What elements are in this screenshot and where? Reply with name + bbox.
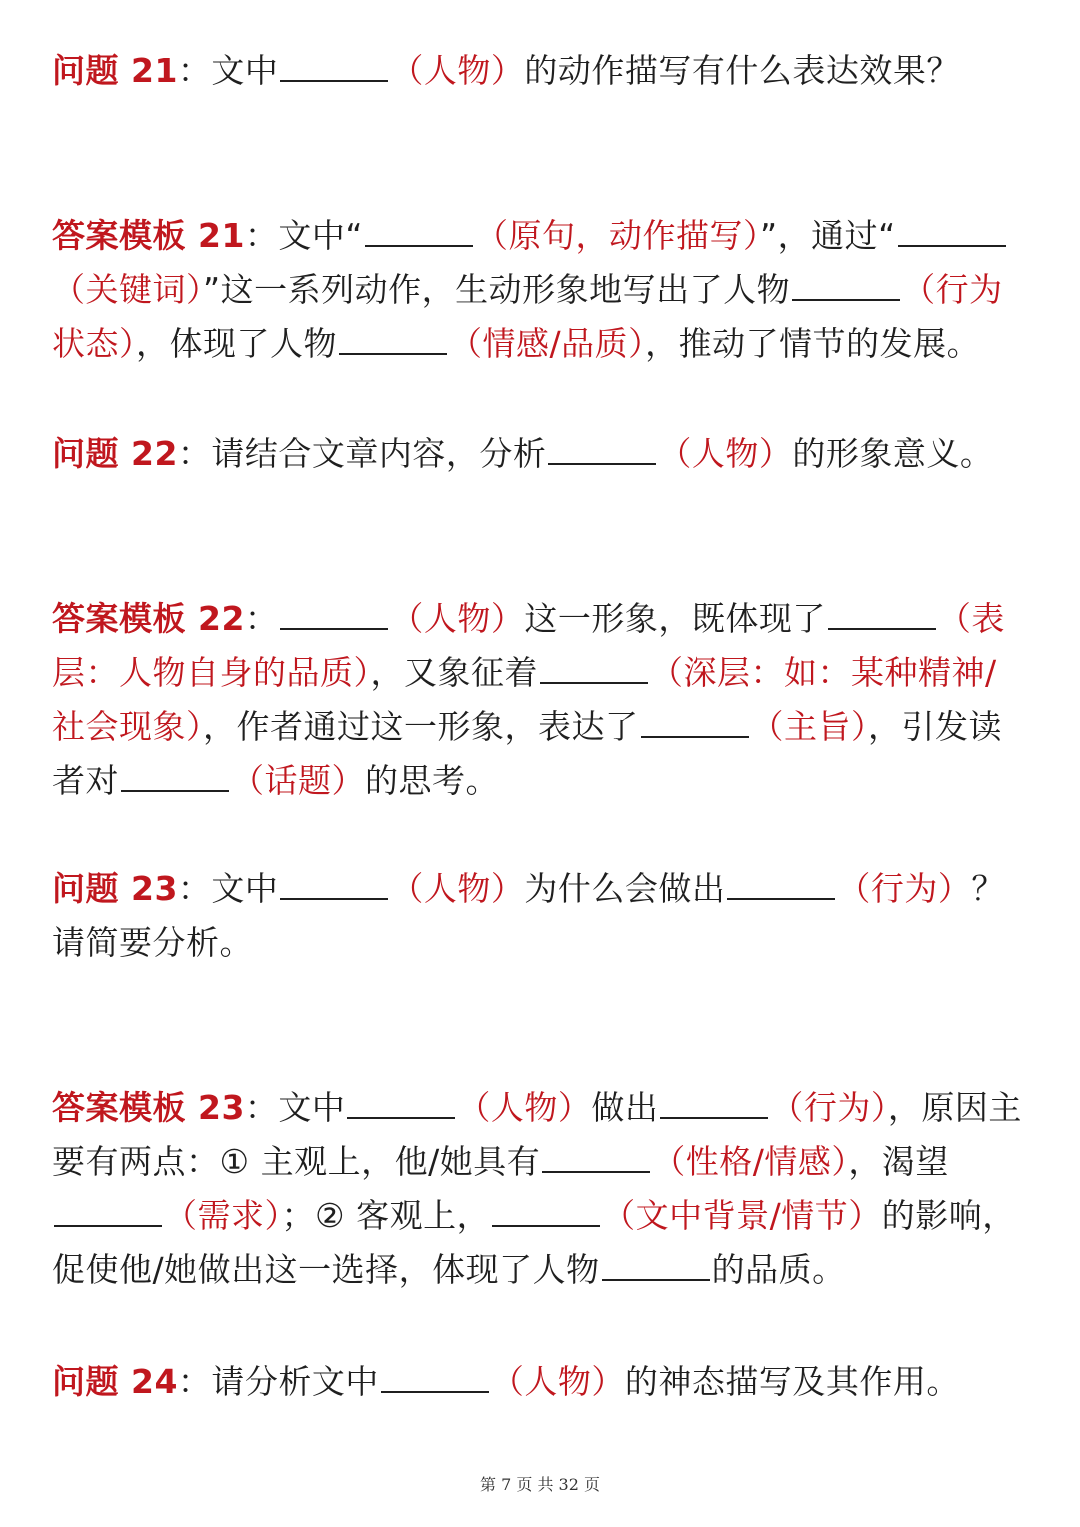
fill-blank bbox=[548, 429, 656, 465]
fill-blank bbox=[727, 864, 835, 900]
question-22: 问题 22：请结合文章内容，分析 （人物）的形象意义。 bbox=[52, 427, 1027, 481]
fill-blank bbox=[365, 211, 473, 247]
fill-blank bbox=[792, 265, 900, 301]
answer-label: 答案模板 23 bbox=[52, 1088, 245, 1127]
fill-blank bbox=[641, 702, 749, 738]
fill-blank bbox=[347, 1083, 455, 1119]
answer-label: 答案模板 21 bbox=[52, 216, 245, 255]
answer-label: 答案模板 22 bbox=[52, 599, 245, 638]
answer-template-23: 答案模板 23：文中 （人物）做出 （行为），原因主要有两点：① 主观上，他/她具有 （性格/情感），渴望（需求）；② 客观上， （文中背景/情节）的影响，促使他/她做出这一选择，体现了人物 的品质。 bbox=[52, 1081, 1027, 1297]
answer-template-22: 答案模板 22： （人物）这一形象，既体现了 （表层：人物自身的品质），又象征着 （深层：如：某种精神/社会现象），作者通过这一形象，表达了 （主旨），引发读者对 （话题）的思考。 bbox=[52, 592, 1027, 808]
question-label: 问题 22 bbox=[52, 434, 178, 473]
fill-blank bbox=[280, 864, 388, 900]
question-label: 问题 23 bbox=[52, 869, 178, 908]
fill-blank bbox=[381, 1357, 489, 1393]
fill-blank bbox=[602, 1245, 710, 1281]
fill-blank bbox=[660, 1083, 768, 1119]
answer-template-21: 答案模板 21：文中“ （原句，动作描写）”，通过“（关键词）”这一系列动作，生动形象地写出了人物 （行为状态），体现了人物 （情感/品质），推动了情节的发展。 bbox=[52, 209, 1027, 371]
fill-blank bbox=[898, 211, 1006, 247]
question-23: 问题 23：文中 （人物）为什么会做出 （行为）？请简要分析。 bbox=[52, 862, 1027, 970]
fill-blank bbox=[542, 1137, 650, 1173]
fill-blank bbox=[540, 648, 648, 684]
fill-blank bbox=[492, 1191, 600, 1227]
fill-blank bbox=[828, 594, 936, 630]
question-21: 问题 21：文中 （人物）的动作描写有什么表达效果？ bbox=[52, 44, 1027, 98]
fill-blank bbox=[121, 756, 229, 792]
fill-blank bbox=[280, 46, 388, 82]
question-24: 问题 24：请分析文中 （人物）的神态描写及其作用。 bbox=[52, 1355, 1027, 1409]
page-number-footer: 第 7 页 共 32 页 bbox=[480, 1475, 600, 1494]
question-label: 问题 21 bbox=[52, 51, 178, 90]
fill-blank bbox=[339, 319, 447, 355]
fill-blank bbox=[54, 1191, 162, 1227]
question-label: 问题 24 bbox=[52, 1362, 178, 1401]
fill-blank bbox=[280, 594, 388, 630]
